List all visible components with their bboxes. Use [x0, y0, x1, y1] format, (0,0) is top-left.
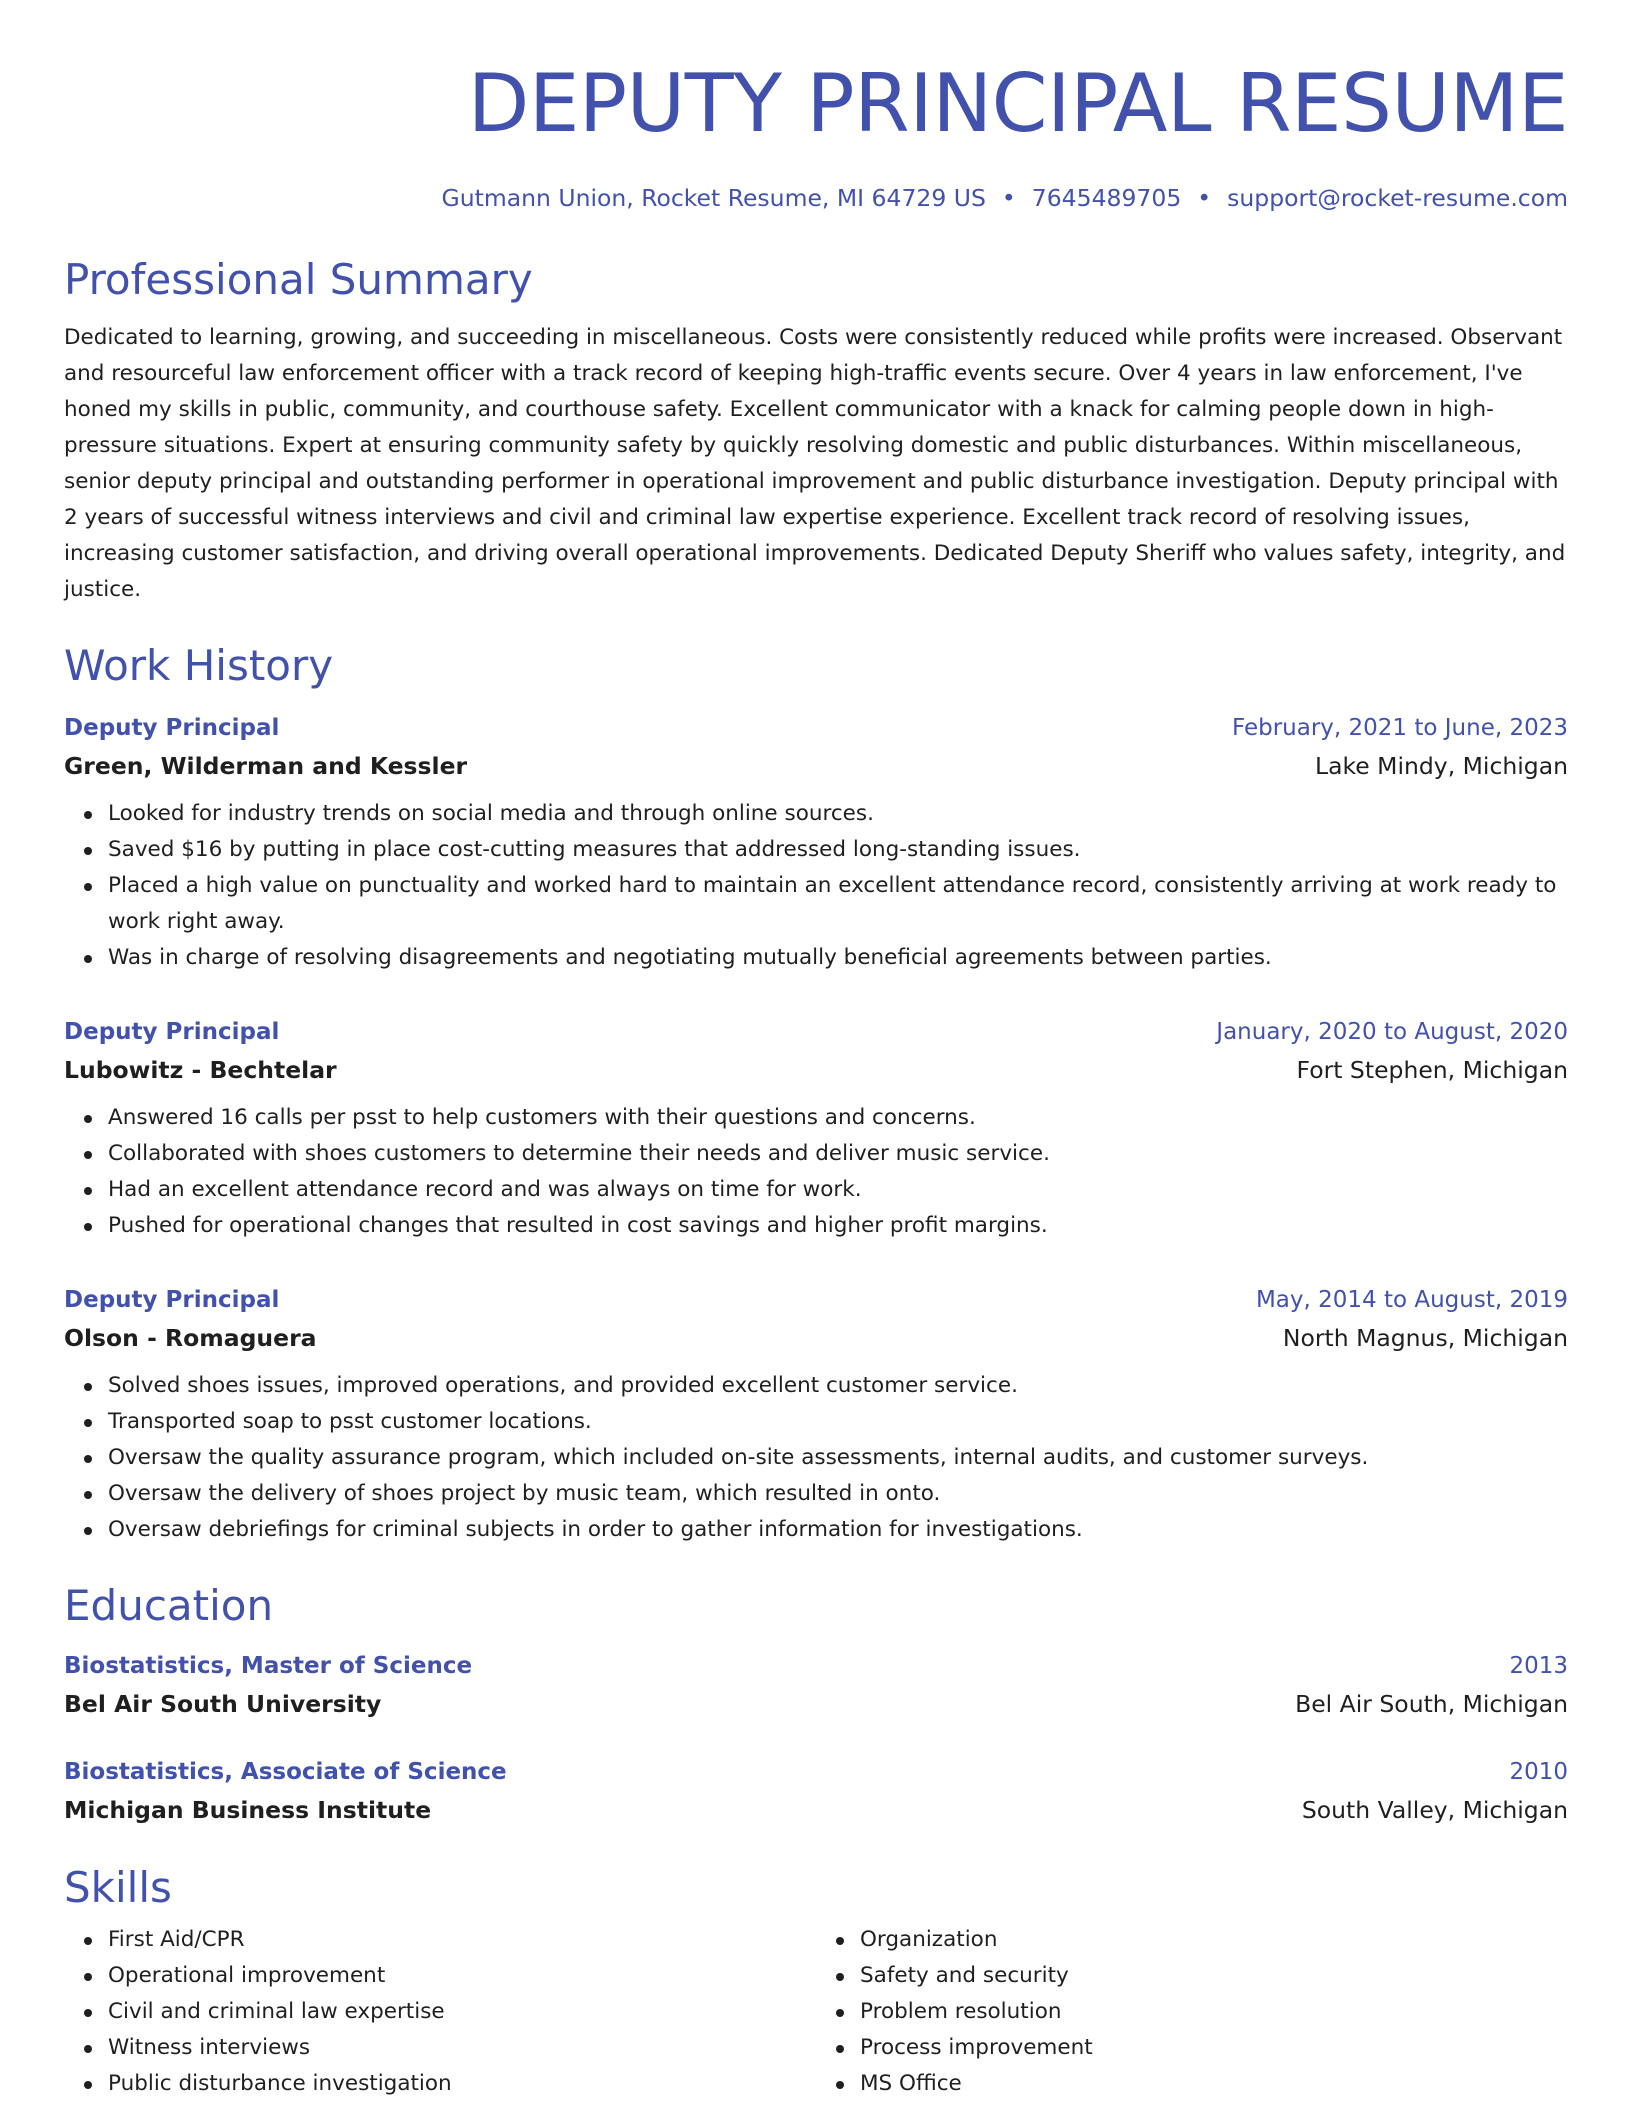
job-bullet: Oversaw the delivery of shoes project by music team, which resulted in onto. — [108, 1476, 1568, 1512]
skill-item: First Aid/CPR — [108, 1922, 816, 1958]
job-bullet: Looked for industry trends on social media and through online sources. — [108, 796, 1568, 832]
education-school: Bel Air South University — [64, 1690, 382, 1718]
skill-item: Problem resolution — [860, 1994, 1568, 2030]
skill-item: Operational improvement — [108, 1958, 816, 1994]
education-location: Bel Air South, Michigan — [1295, 1690, 1568, 1718]
job-company-row — [64, 1050, 1568, 1090]
job-location: Lake Mindy, Michigan — [1314, 752, 1568, 780]
contact-address: Gutmann Union, Rocket Resume, MI 64729 US — [441, 184, 986, 212]
education-degree-row — [64, 1648, 1568, 1684]
job-bullet: Oversaw the quality assurance program, which included on-site assessments, internal audits, and customer surveys. — [108, 1440, 1568, 1476]
contact-phone: 7645489705 — [1031, 184, 1182, 212]
education-entry — [64, 1648, 1568, 1724]
education-school-row — [64, 1790, 1568, 1830]
contact-separator: • — [1197, 184, 1212, 212]
job-bullet-list — [64, 1100, 1568, 1244]
skill-item: Safety and security — [860, 1958, 1568, 1994]
education-degree-row — [64, 1754, 1568, 1790]
job-title-row — [64, 710, 1568, 746]
skills-list-left — [64, 1922, 816, 2102]
job-bullet-list — [64, 796, 1568, 976]
resume-header — [64, 56, 1568, 214]
summary-text: Dedicated to learning, growing, and succeeding in miscellaneous. Costs were consistently reduced while profits were increased. Observant and resourceful law enforcement officer with a track record of keeping high-traffic events secure. Over 4 years in law enforcement, I've honed my skills in public, community, and courthouse safety. Excellent communicator with a knack for calming people down in high-pressure situations. Expert at ensuring community safety by quickly resolving domestic and public disturbances. Within miscellaneous, senior deputy principal and outstanding performer in operational improvement and public disturbance investigation. Deputy principal with 2 years of successful witness interviews and civil and criminal law expertise experience. Excellent track record of resolving issues, increasing customer satisfaction, and driving overall operational improvements. Dedicated Deputy Sheriff who values safety, integrity, and justice. — [64, 325, 1566, 602]
job-company: Green, Wilderman and Kessler — [64, 752, 468, 780]
job-bullet: Had an excellent attendance record and was always on time for work. — [108, 1172, 1568, 1208]
job-bullet: Was in charge of resolving disagreements and negotiating mutually beneficial agreements between parties. — [108, 940, 1568, 976]
education-year: 2010 — [1509, 1759, 1568, 1785]
job-role: Deputy Principal — [64, 1019, 280, 1045]
job-dates: February, 2021 to June, 2023 — [1231, 715, 1568, 741]
job-company-row — [64, 1318, 1568, 1358]
skill-item: Witness interviews — [108, 2030, 816, 2066]
job-role: Deputy Principal — [64, 715, 280, 741]
job-title-row — [64, 1014, 1568, 1050]
job-bullet: Transported soap to psst customer locations. — [108, 1404, 1568, 1440]
job-bullet: Oversaw debriefings for criminal subjects in order to gather information for investigations. — [108, 1512, 1568, 1548]
job-company-row — [64, 746, 1568, 786]
job-location: Fort Stephen, Michigan — [1296, 1056, 1568, 1084]
contact-email[interactable]: support@rocket-resume.com — [1227, 184, 1568, 212]
job-company: Lubowitz - Bechtelar — [64, 1056, 337, 1084]
education-location: South Valley, Michigan — [1301, 1796, 1568, 1824]
skill-item: Public disturbance investigation — [108, 2066, 816, 2102]
job-entry — [64, 710, 1568, 976]
job-bullet: Answered 16 calls per psst to help customers with their questions and concerns. — [108, 1100, 1568, 1136]
skills-list-right — [816, 1922, 1568, 2102]
job-bullet: Placed a high value on punctuality and worked hard to maintain an excellent attendance record, consistently arriving at work ready to work right away. — [108, 868, 1568, 940]
resume-title: DEPUTY PRINCIPAL RESUME — [467, 57, 1568, 150]
skill-item: Organization — [860, 1922, 1568, 1958]
job-entry — [64, 1014, 1568, 1244]
job-bullet: Saved $16 by putting in place cost-cutting measures that addressed long-standing issues. — [108, 832, 1568, 868]
education-entry — [64, 1754, 1568, 1830]
job-dates: January, 2020 to August, 2020 — [1216, 1019, 1568, 1045]
skill-item: MS Office — [860, 2066, 1568, 2102]
work-history-heading: Work History — [64, 641, 334, 690]
skill-item: Process improvement — [860, 2030, 1568, 2066]
job-location: North Magnus, Michigan — [1282, 1324, 1568, 1352]
contact-separator: • — [1001, 184, 1016, 212]
education-heading: Education — [64, 1581, 274, 1630]
job-bullet-list — [64, 1368, 1568, 1548]
job-bullet: Solved shoes issues, improved operations, and provided excellent customer service. — [108, 1368, 1568, 1404]
summary-heading: Professional Summary — [64, 255, 533, 304]
education-degree: Biostatistics, Master of Science — [64, 1653, 473, 1679]
job-entry — [64, 1282, 1568, 1548]
job-bullet: Collaborated with shoes customers to determine their needs and deliver music service. — [108, 1136, 1568, 1172]
contact-line — [64, 182, 1568, 214]
job-role: Deputy Principal — [64, 1287, 280, 1313]
skills-heading: Skills — [64, 1863, 172, 1912]
job-company: Olson - Romaguera — [64, 1324, 317, 1352]
education-school: Michigan Business Institute — [64, 1796, 432, 1824]
skills-grid — [64, 1922, 1568, 2102]
education-year: 2013 — [1509, 1653, 1568, 1679]
job-dates: May, 2014 to August, 2019 — [1255, 1287, 1568, 1313]
job-title-row — [64, 1282, 1568, 1318]
education-school-row — [64, 1684, 1568, 1724]
job-bullet: Pushed for operational changes that resulted in cost savings and higher profit margins. — [108, 1208, 1568, 1244]
skill-item: Civil and criminal law expertise — [108, 1994, 816, 2030]
education-degree: Biostatistics, Associate of Science — [64, 1759, 507, 1785]
